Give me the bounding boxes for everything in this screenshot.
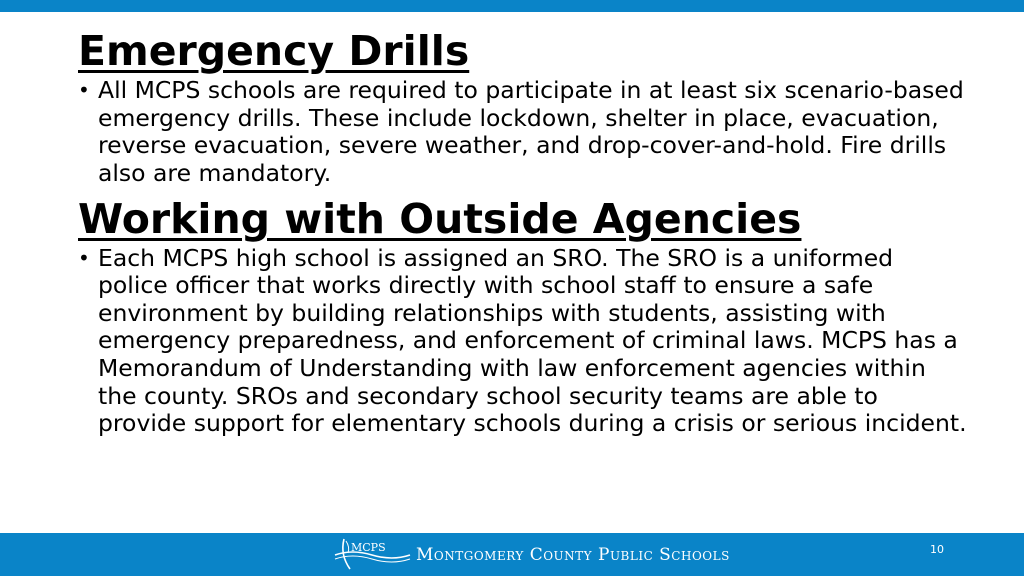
bullet-item [78, 77, 968, 187]
section-heading-emergency-drills: Emergency Drills [78, 27, 470, 75]
bullet-dot-icon: • [78, 245, 90, 270]
mcps-logo-icon [332, 535, 412, 573]
organization-name: Montgomery County Public Schools [416, 545, 730, 565]
logo-text: MCPS [351, 541, 386, 554]
bullet-list-outside-agencies [78, 245, 968, 438]
top-accent-bar [0, 0, 1024, 12]
bullet-list-emergency-drills [78, 77, 968, 187]
bullet-text: All MCPS schools are required to participate in at least six scenario-based emergency drills. These include lockdown, shelter in place, evacuation, reverse evacuation, severe weather, and drop-cover-and-hold. Fire drills also are mandatory. [98, 76, 964, 187]
bullet-item [78, 245, 968, 438]
page-number: 10 [930, 543, 944, 556]
slide-content [78, 28, 968, 438]
bullet-text: Each MCPS high school is assigned an SRO. The SRO is a uniformed police officer that works directly with school staff to ensure a safe environment by building relationships with students, assisting with emergency preparedness, and enforcement of criminal laws. MCPS has a Memorandum of Understanding with law enforcement agencies within the county. SROs and secondary school security teams are able to provide support for elementary schools during a crisis or serious incident. [98, 243, 967, 438]
section-heading-outside-agencies: Working with Outside Agencies [78, 194, 802, 243]
bullet-dot-icon: • [78, 78, 90, 103]
